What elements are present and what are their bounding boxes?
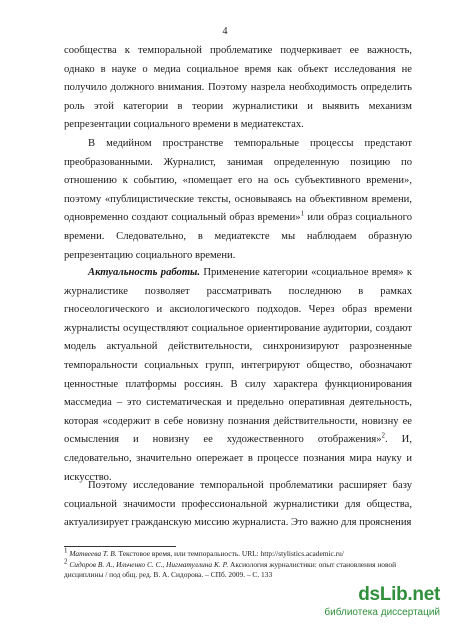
footnote-1-number: 1 [64,546,68,555]
paragraph-4: Поэтому исследование темпоральной проблематики расширяет базу социальной значимости профессиональной журналистики для общества, актуализирует гражданскую миссию журналиста. Это важно для прояснения [64,480,412,529]
relevance-heading: Актуальность работы. [88,267,201,278]
footnote-2-number: 2 [64,557,68,566]
footnote-ref-2: 2 [381,431,386,440]
footnote-ref-1: 1 [300,209,305,218]
footnote-2-text: Аксиология журналистики: опыт становления новой дисциплины / под общ. ред. В. А. Сидорова. – СПб. 2009. – С. 133 [64,560,397,579]
footnote-2-author: Сидоров В. А., Ильченко С. С., Нигматуллина К. Р. [69,560,229,569]
paragraph-2-text-b: или образ социального времени. Следовательно, в медиатексте мы наблюдаем образную репрезентацию социального времени. [64,212,412,261]
watermark-logo: dsLib.net [358,584,440,605]
paragraph-3-text-b: . И, следовательно, значительно опережает в процессе познания мира науку и искусство. [64,434,412,483]
paragraph-2 [64,135,412,265]
watermark-subtitle: библиотека диссертаций [324,607,440,618]
footnote-2 [64,557,414,580]
paragraph-3 [64,264,412,487]
footnote-divider [64,546,176,547]
paragraph-2-text-a: В медийном пространстве темпоральные процессы предстают преобразованными. Журналист, занимая определенную позицию по отношению к событию, «помещает его на ось субъективного времени», поэтому «публицистические тексты, основываясь на объективном времени, одновременно создают социальный образ времени» [64,138,412,224]
footnote-1-author: Матвеева Т. В. [69,549,117,558]
watermark [320,584,444,622]
paragraph-3-text-a: Применение категории «социальное время» к журналистике позволяет рассматривать последнюю в рамках гносеологического и аксиологического подходов. Через образ времени журналисты осуществляют социальное ориентирование аудитории, создают модель актуальной действительности, синхронизируют разрозненные темпоральности социальных групп, интегрируют общество, обозначают ценностные платформы россиян. В силу характера функционирования массмедиа – это систематическая и предельно оперативная деятельность, которая «содержит в себе новизну познания действительности, новизну ее осмысления и новизну ее художественного отображения» [64,267,412,446]
page-number: 4 [222,26,228,37]
paragraph-1: сообщества к темпоральной проблематике подчеркивает ее важность, однако в науке о медиа социальное время как объект исследования не получило должного внимания. Поэтому назрела необходимость определить роль этой категории в теории журналистики и выявить механизм репрезентации социального времени в медиатекстах. [64,45,412,131]
footnote-1 [64,546,414,559]
footnote-1-text: Текстовое время, или темпоральность. URL: http://stylistics.academic.ru/ [116,549,344,558]
